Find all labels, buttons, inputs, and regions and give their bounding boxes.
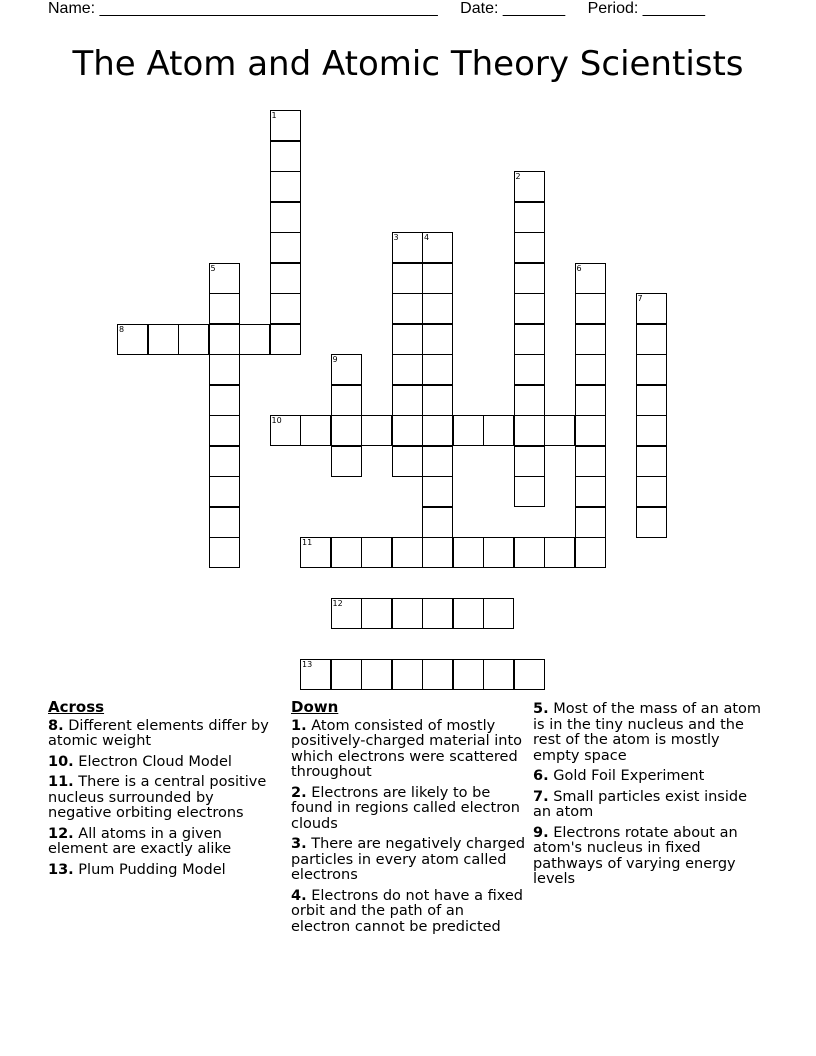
clue-item: [291, 786, 527, 833]
clue-number: 4.: [291, 887, 307, 904]
clue-number: 10.: [48, 753, 74, 770]
crossword-cell[interactable]: [331, 659, 362, 690]
crossword-cell[interactable]: [300, 415, 331, 446]
crossword-cell[interactable]: [422, 385, 453, 416]
crossword-cell[interactable]: [148, 324, 179, 355]
crossword-cell[interactable]: [575, 537, 606, 568]
crossword-cell[interactable]: [392, 598, 423, 629]
clue-number-label: 3: [393, 233, 399, 242]
crossword-cell[interactable]: [636, 324, 667, 355]
crossword-cell[interactable]: [209, 293, 240, 324]
clue-number-label: 8: [119, 324, 125, 334]
crossword-cell[interactable]: [483, 415, 514, 446]
crossword-cell[interactable]: [636, 507, 667, 538]
date-field-label[interactable]: Date: _______: [460, 0, 566, 17]
crossword-cell[interactable]: [209, 415, 240, 446]
crossword-cell[interactable]: [575, 446, 606, 477]
crossword-cell[interactable]: [270, 293, 301, 324]
crossword-cell[interactable]: [514, 415, 545, 446]
clue-number: 1.: [291, 717, 307, 734]
across-clues-column: [48, 700, 276, 883]
crossword-cell[interactable]: [392, 263, 423, 294]
crossword-cell[interactable]: [453, 659, 484, 690]
crossword-cell[interactable]: [422, 598, 453, 629]
clue-number-label: 2: [515, 172, 521, 181]
crossword-cell[interactable]: [392, 324, 423, 355]
crossword-cell[interactable]: [514, 537, 545, 568]
crossword-cell[interactable]: [514, 232, 545, 263]
crossword-cell[interactable]: [178, 324, 209, 355]
crossword-cell[interactable]: [575, 354, 606, 385]
crossword-cell[interactable]: [514, 324, 545, 355]
clue-number: 9.: [533, 824, 549, 841]
crossword-cell[interactable]: [483, 537, 514, 568]
crossword-cell[interactable]: [392, 415, 423, 446]
crossword-cell[interactable]: [453, 537, 484, 568]
crossword-cell[interactable]: [361, 598, 392, 629]
crossword-cell[interactable]: [514, 354, 545, 385]
clue-number-label: 5: [210, 263, 216, 273]
crossword-cell[interactable]: [422, 476, 453, 507]
clue-number-label: 9: [332, 355, 338, 364]
crossword-cell[interactable]: [209, 385, 240, 416]
clue-text: Plum Pudding Model: [73, 861, 226, 878]
crossword-cell[interactable]: [514, 293, 545, 324]
crossword-cell[interactable]: [209, 446, 240, 477]
clue-text: There is a central positive nucleus surrounded by negative orbiting electrons: [48, 774, 267, 821]
clue-number-label: 6: [576, 263, 582, 273]
clue-text: Electrons are likely to be found in regions called electron clouds: [291, 784, 520, 832]
clue-number-label: 13: [302, 660, 313, 669]
clue-text: Electron Cloud Model: [73, 753, 232, 770]
period-field-label[interactable]: Period: _______: [587, 0, 706, 17]
crossword-cell[interactable]: [575, 385, 606, 416]
crossword-cell[interactable]: [575, 415, 606, 446]
crossword-cell[interactable]: [575, 293, 606, 324]
clue-item: [533, 826, 763, 888]
down-heading: Down: [291, 698, 339, 716]
crossword-cell[interactable]: [514, 659, 545, 690]
crossword-cell[interactable]: [392, 446, 423, 477]
crossword-cell[interactable]: [270, 232, 301, 263]
clue-text: Different elements differ by atomic weight: [48, 717, 269, 749]
crossword-cell[interactable]: [361, 537, 392, 568]
crossword-cell[interactable]: [514, 202, 545, 233]
crossword-cell[interactable]: [453, 598, 484, 629]
clue-number: 8.: [48, 717, 64, 734]
crossword-cell[interactable]: [422, 263, 453, 294]
crossword-cell[interactable]: [422, 293, 453, 324]
clue-number-label: 4: [424, 233, 430, 242]
across-heading: Across: [48, 698, 105, 716]
clue-number: 7.: [533, 788, 549, 805]
crossword-cell[interactable]: [331, 385, 362, 416]
clue-text: Gold Foil Experiment: [548, 768, 705, 784]
clue-item: [291, 719, 527, 781]
clue-text: Atom consisted of mostly positively-charged material into which electrons were scattered throughout: [291, 717, 523, 780]
crossword-cell[interactable]: [422, 324, 453, 355]
crossword-cell[interactable]: [483, 598, 514, 629]
down-clues-column-continued: [533, 702, 763, 893]
crossword-cell[interactable]: [483, 659, 514, 690]
crossword-cell[interactable]: [331, 446, 362, 477]
clue-text: All atoms in a given element are exactly alike: [48, 825, 232, 857]
clue-item: [48, 775, 276, 822]
crossword-cell[interactable]: [392, 537, 423, 568]
clue-number-label: 1: [271, 111, 277, 120]
crossword-cell[interactable]: [392, 354, 423, 385]
clue-text: Electrons rotate about an atom's nucleus in fixed pathways of varying energy levels: [533, 824, 738, 887]
crossword-cell[interactable]: [544, 537, 575, 568]
crossword-cell[interactable]: [209, 324, 240, 355]
clue-number-label: 11: [302, 538, 313, 547]
crossword-cell[interactable]: [636, 446, 667, 477]
clue-item: [48, 755, 276, 771]
crossword-cell[interactable]: [514, 385, 545, 416]
crossword-cell[interactable]: [636, 415, 667, 446]
crossword-cell[interactable]: [514, 476, 545, 507]
crossword-cell[interactable]: [422, 659, 453, 690]
crossword-cell[interactable]: [453, 415, 484, 446]
crossword-cell[interactable]: [361, 659, 392, 690]
crossword-cell[interactable]: [331, 537, 362, 568]
crossword-cell[interactable]: [575, 507, 606, 538]
crossword-cell[interactable]: [575, 476, 606, 507]
crossword-cell[interactable]: [270, 141, 301, 172]
clue-number: 12.: [48, 825, 74, 842]
crossword-cell[interactable]: [422, 354, 453, 385]
page-title: The Atom and Atomic Theory Scientists: [72, 44, 744, 84]
clue-text: There are negatively charged particles in every atom called electrons: [291, 836, 526, 883]
crossword-cell[interactable]: [636, 354, 667, 385]
crossword-cell[interactable]: [575, 324, 606, 355]
crossword-cell[interactable]: [361, 415, 392, 446]
clue-number: 2.: [291, 784, 307, 801]
crossword-cell[interactable]: [636, 476, 667, 507]
name-field-label[interactable]: Name: ______________________________________: [48, 0, 438, 17]
crossword-cell[interactable]: [422, 446, 453, 477]
clue-number: 11.: [48, 774, 74, 790]
crossword-cell[interactable]: [544, 415, 575, 446]
clue-item: [48, 863, 276, 879]
crossword-cell[interactable]: [392, 293, 423, 324]
crossword-cell[interactable]: [270, 263, 301, 294]
crossword-cell[interactable]: [209, 507, 240, 538]
crossword-cell[interactable]: [239, 324, 270, 355]
clue-number: 5.: [533, 701, 549, 717]
crossword-cell[interactable]: [209, 537, 240, 568]
clue-number: 6.: [533, 768, 549, 784]
crossword-cell[interactable]: [270, 171, 301, 202]
clue-item: [533, 790, 763, 821]
crossword-cell[interactable]: [270, 202, 301, 233]
down-clues-column: [291, 700, 527, 940]
crossword-cell[interactable]: [392, 659, 423, 690]
clue-item: [291, 889, 527, 936]
clue-item: [533, 769, 763, 785]
clue-text: Electrons do not have a fixed orbit and the path of an electron cannot be predicted: [291, 887, 523, 935]
clue-number-label: 7: [637, 294, 643, 303]
clue-text: Small particles exist inside an atom: [533, 788, 748, 820]
clue-number-label: 12: [332, 599, 343, 608]
clue-item: [533, 702, 763, 764]
crossword-cell[interactable]: [514, 446, 545, 477]
clue-number: 13.: [48, 861, 74, 878]
clue-number-label: 10: [271, 416, 282, 425]
crossword-cell[interactable]: [422, 537, 453, 568]
clue-item: [48, 719, 276, 750]
crossword-cell[interactable]: [331, 415, 362, 446]
crossword-cell[interactable]: [270, 324, 301, 355]
crossword-cell[interactable]: [422, 507, 453, 538]
clue-number: 3.: [291, 836, 307, 852]
clue-text: Most of the mass of an atom is in the tiny nucleus and the rest of the atom is mostly empty space: [533, 701, 762, 764]
crossword-cell[interactable]: [209, 476, 240, 507]
crossword-cell[interactable]: [392, 385, 423, 416]
clue-item: [291, 837, 527, 884]
crossword-cell[interactable]: [422, 415, 453, 446]
crossword-cell[interactable]: [514, 263, 545, 294]
crossword-cell[interactable]: [209, 354, 240, 385]
crossword-cell[interactable]: [636, 385, 667, 416]
clue-item: [48, 827, 276, 858]
